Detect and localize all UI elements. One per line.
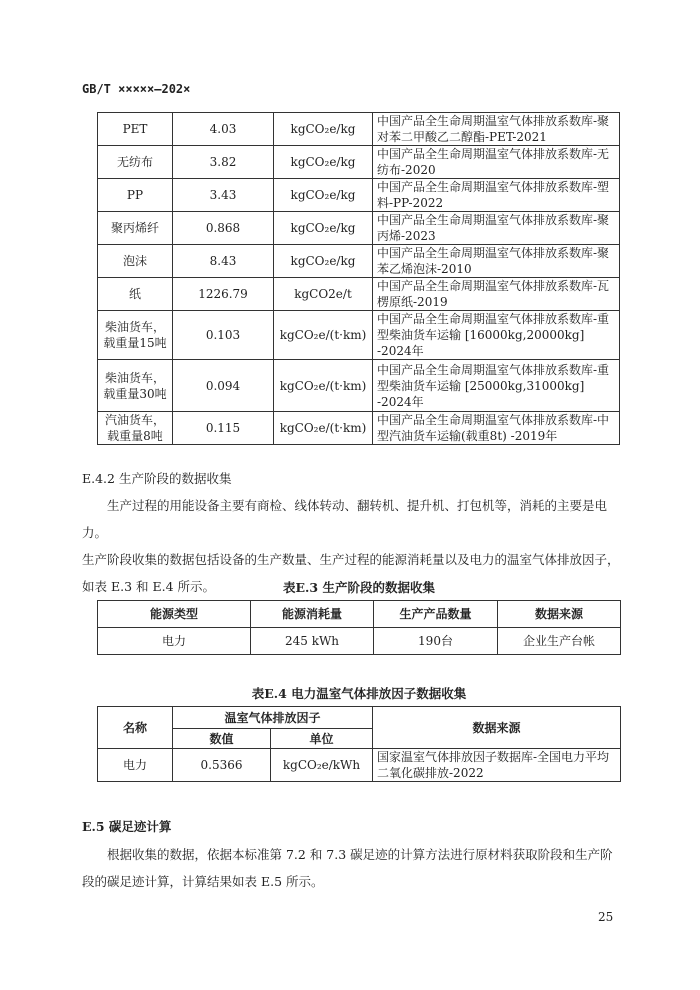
cell: 企业生产台帐 [498, 628, 621, 655]
cell: 0.103 [173, 311, 274, 360]
cell: kgCO₂e/(t·km) [274, 311, 373, 360]
cell: 泡沫 [98, 245, 173, 278]
header-cell: 数值 [173, 729, 271, 749]
header-cell: 温室气体排放因子 [173, 707, 373, 729]
table-row [98, 113, 620, 146]
header-cell: 能源类型 [98, 601, 251, 628]
cell: kgCO₂e/kg [274, 113, 373, 146]
table-row [98, 278, 620, 311]
table-row [98, 412, 620, 445]
cell: 190台 [374, 628, 498, 655]
paragraph: 生产过程的用能设备主要有商检、线体转动、翻转机、提升机、打包机等，消耗的主要是电力。 [82, 498, 608, 540]
standard-header: GB/T ×××××—202× [82, 82, 191, 96]
cell: 柴油货车，载重量30吨 [98, 360, 173, 412]
table-row [98, 245, 620, 278]
header-cell: 能源消耗量 [251, 601, 374, 628]
cell: 纸 [98, 278, 173, 311]
table-caption-e3: 表E.3 生产阶段的数据收集 [283, 580, 435, 595]
cell: 中国产品全生命周期温室气体排放系数库-聚丙烯-2023 [373, 212, 620, 245]
cell: kgCO₂e/(t·km) [274, 360, 373, 412]
table-row [98, 179, 620, 212]
cell: 1226.79 [173, 278, 274, 311]
cell: 中国产品全生命周期温室气体排放系数库-塑料-PP-2022 [373, 179, 620, 212]
table-row [98, 360, 620, 412]
table-row [98, 146, 620, 179]
cell: 电力 [98, 628, 251, 655]
table-row [98, 212, 620, 245]
table-caption-e4: 表E.4 电力温室气体排放因子数据收集 [251, 686, 467, 701]
cell: 8.43 [173, 245, 274, 278]
cell: 245 kWh [251, 628, 374, 655]
cell: 中国产品全生命周期温室气体排放系数库-无纺布-2020 [373, 146, 620, 179]
cell: kgCO₂e/kWh [271, 749, 373, 782]
emission-factor-table [97, 112, 620, 445]
section-heading-e42: E.4.2 生产阶段的数据收集 [82, 471, 232, 486]
page-number: 25 [598, 910, 614, 924]
paragraph: 根据收集的数据，依据本标准第 7.2 和 7.3 碳足迹的计算方法进行原材料获取阶段和生产阶段的碳足迹计算，计算结果如表 E.5 所示。 [82, 847, 613, 889]
cell: 汽油货车，载重量8吨 [98, 412, 173, 445]
cell: 0.868 [173, 212, 274, 245]
cell: 0.094 [173, 360, 274, 412]
cell: kgCO2e/t [274, 278, 373, 311]
cell: 无纺布 [98, 146, 173, 179]
production-data-table [97, 600, 621, 655]
electricity-factor-table [97, 706, 621, 782]
cell: kgCO₂e/kg [274, 245, 373, 278]
cell: 中国产品全生命周期温室气体排放系数库-瓦楞原纸-2019 [373, 278, 620, 311]
header-cell: 单位 [271, 729, 373, 749]
cell: 3.43 [173, 179, 274, 212]
cell: 0.5366 [173, 749, 271, 782]
cell: 中国产品全生命周期温室气体排放系数库-重型柴油货车运输 [16000kg,20000kg] -2024年 [373, 311, 620, 360]
paragraph: 生产阶段收集的数据包括设备的生产数量、生产过程的能源消耗量以及电力的温室气体排放因子，如表 E.3 和 E.4 所示。 [82, 552, 620, 594]
header-cell: 名称 [98, 707, 173, 749]
cell: kgCO₂e/kg [274, 179, 373, 212]
cell: kgCO₂e/(t·km) [274, 412, 373, 445]
cell: 中国产品全生命周期温室气体排放系数库-重型柴油货车运输 [25000kg,31000kg] -2024年 [373, 360, 620, 412]
cell: kgCO₂e/kg [274, 212, 373, 245]
table-row [98, 311, 620, 360]
header-cell: 数据来源 [373, 707, 621, 749]
cell: 柴油货车，载重量15吨 [98, 311, 173, 360]
cell: 中国产品全生命周期温室气体排放系数库-聚苯乙烯泡沫-2010 [373, 245, 620, 278]
cell: kgCO₂e/kg [274, 146, 373, 179]
header-cell: 数据来源 [498, 601, 621, 628]
section-heading-e5: E.5 碳足迹计算 [82, 819, 172, 834]
cell: 中国产品全生命周期温室气体排放系数库-中型汽油货车运输(载重8t) -2019年 [373, 412, 620, 445]
cell: 4.03 [173, 113, 274, 146]
header-cell: 生产产品数量 [374, 601, 498, 628]
cell: 中国产品全生命周期温室气体排放系数库-聚对苯二甲酸乙二醇酯-PET-2021 [373, 113, 620, 146]
cell: 国家温室气体排放因子数据库-全国电力平均二氧化碳排放-2022 [373, 749, 621, 782]
cell: 0.115 [173, 412, 274, 445]
cell: 聚丙烯纤 [98, 212, 173, 245]
cell: 3.82 [173, 146, 274, 179]
cell: PET [98, 113, 173, 146]
cell: PP [98, 179, 173, 212]
cell: 电力 [98, 749, 173, 782]
